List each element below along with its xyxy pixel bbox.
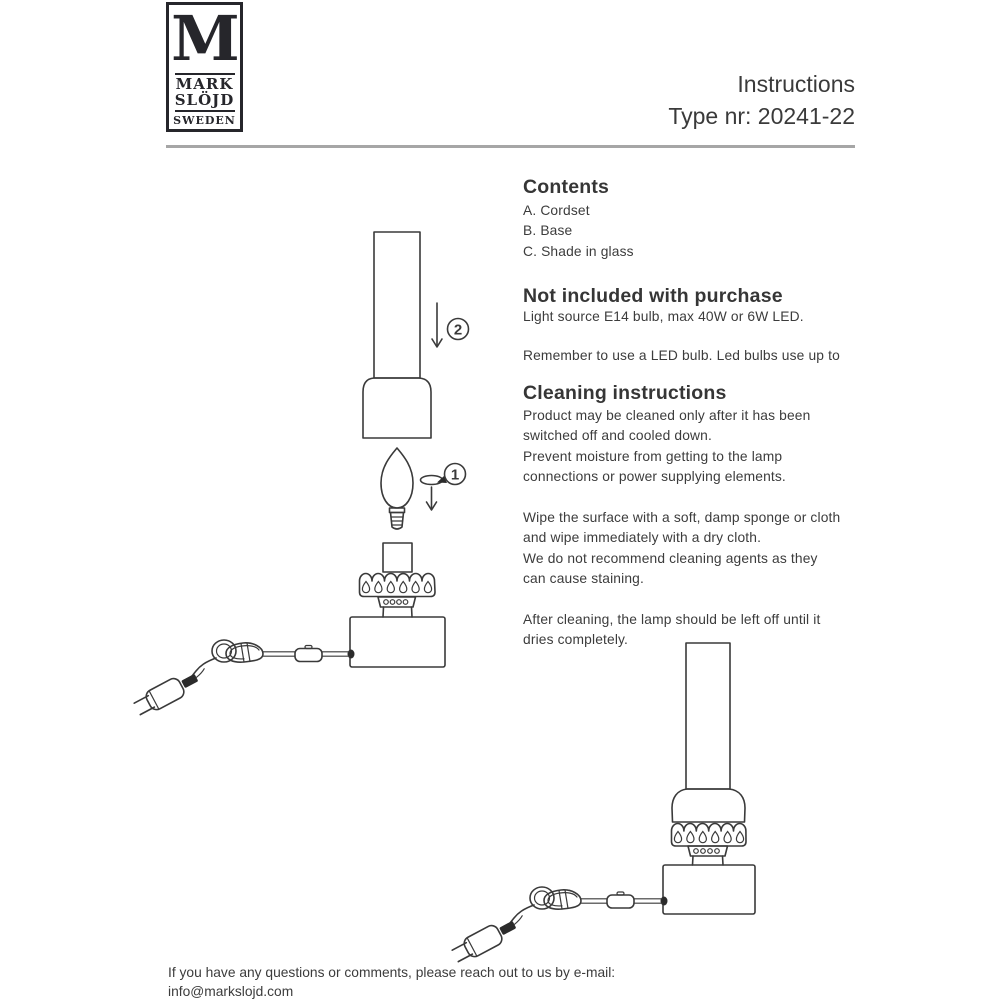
exploded-view-diagram (363, 232, 469, 529)
text-line: Product may be cleaned only after it has been (523, 408, 811, 423)
text-line: Wipe the surface with a soft, damp sponge or cloth (523, 510, 841, 525)
crown-gallery-drawing (672, 823, 747, 846)
cleaning-heading: Cleaning instructions (523, 382, 727, 404)
type-number: Type nr: 20241-22 (668, 103, 855, 129)
logo-word-slojd: SLÖJD (174, 91, 235, 109)
shade-shoulder-drawing (672, 789, 745, 822)
text-line: and wipe immediately with a dry cloth. (523, 530, 762, 546)
logo-word-mark: MARK (175, 75, 234, 93)
not-included-line1: Light source E14 bulb, max 40W or 6W LED. (523, 309, 804, 324)
text-line: switched off and cooled down. (523, 428, 712, 444)
text-line: connections or power supplying elements. (523, 469, 786, 485)
step-1-number: 1 (450, 466, 460, 484)
text-line: dries completely. (523, 632, 629, 648)
shade-base-drawing (363, 378, 431, 438)
contents-heading: Contents (523, 176, 610, 198)
step-1-badge (445, 464, 466, 485)
cord-coil-drawing (212, 640, 263, 662)
base-box-drawing (350, 617, 445, 667)
contents-item: B. Base (523, 223, 573, 239)
text-line: can cause staining. (523, 571, 644, 587)
footer-email: info@markslojd.com (168, 984, 294, 999)
not-included-heading: Not included with purchase (523, 285, 783, 307)
step-2-badge (448, 319, 469, 340)
cord-drawing (450, 887, 667, 965)
beaded-ring-drawing (688, 846, 728, 865)
base-cordset-diagram (132, 543, 445, 718)
socket-drawing (383, 543, 412, 572)
logo-word-sweden: SWEDEN (173, 114, 236, 127)
text-line: After cleaning, the lamp should be left off until it (523, 612, 821, 627)
beaded-ring-drawing (378, 597, 416, 617)
insert-arrow-icon (432, 303, 442, 347)
text-line: Prevent moisture from getting to the lamp (523, 448, 783, 464)
plug-drawing (132, 663, 211, 718)
contents-item: C. Shade in glass (523, 243, 634, 259)
contents-item: A. Cordset (523, 203, 590, 218)
bulb-drawing (381, 448, 413, 529)
crown-gallery-drawing (360, 574, 436, 597)
cord-drawing (132, 640, 354, 718)
footer-line: If you have any questions or comments, please reach out to us by e-mail: (168, 965, 616, 980)
logo-monogram: M (171, 2, 238, 75)
glass-chimney-drawing (686, 643, 730, 789)
inline-switch-drawing (295, 649, 322, 662)
screw-rotate-icon (421, 476, 448, 511)
base-box-drawing (663, 865, 755, 914)
glass-chimney-drawing (374, 232, 420, 378)
inline-switch-drawing (607, 895, 634, 908)
document-title: Instructions (737, 71, 855, 97)
step-2-number: 2 (453, 321, 463, 339)
plug-drawing (450, 910, 529, 965)
not-included-line2: Remember to use a LED bulb. Led bulbs use up to (523, 348, 840, 363)
text-line: We do not recommend cleaning agents as they (523, 550, 818, 566)
cord-coil-drawing (530, 887, 581, 909)
assembled-lamp-diagram (450, 643, 755, 965)
